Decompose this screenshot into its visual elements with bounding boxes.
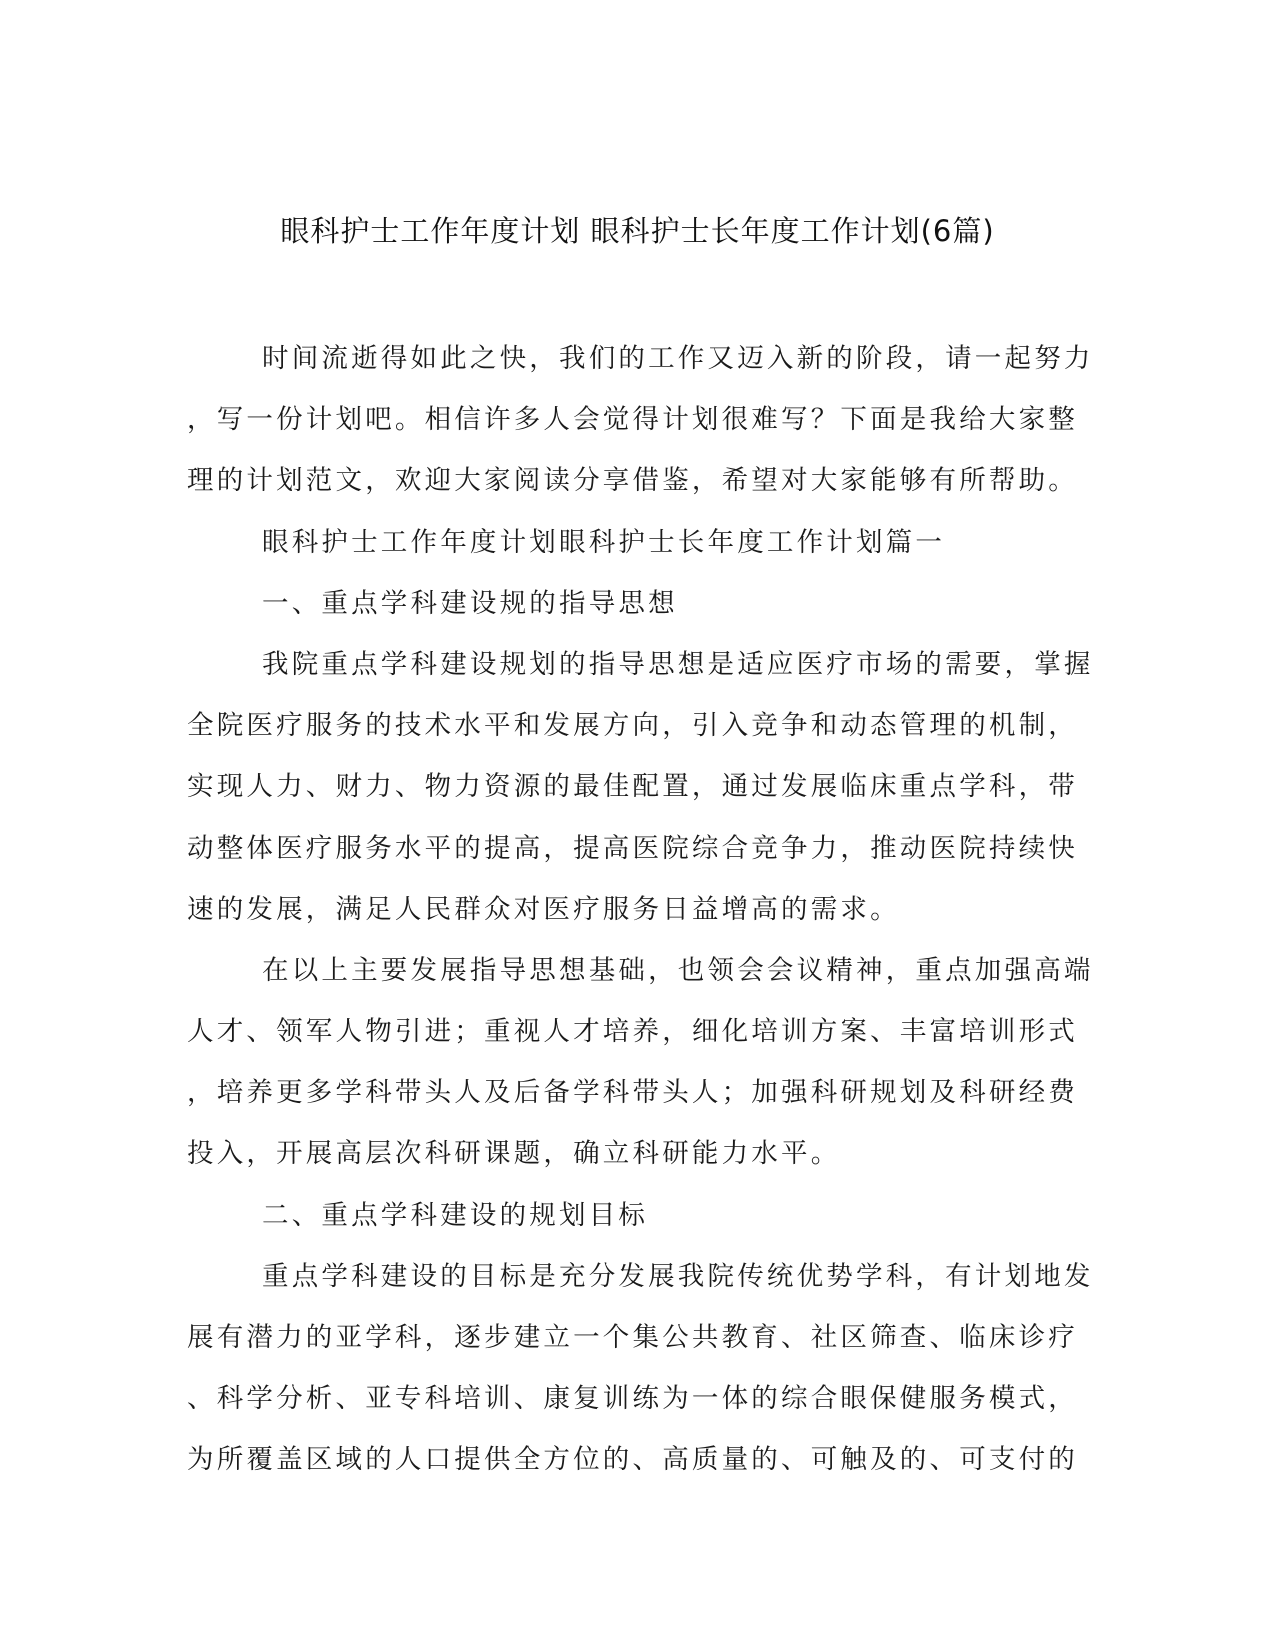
paragraph-line: 展有潜力的亚学科，逐步建立一个集公共教育、社区筛查、临床诊疗 <box>187 1322 1078 1353</box>
paragraph-line: 人才、领军人物引进；重视人才培养，细化培训方案、丰富培训形式 <box>187 1016 1078 1048</box>
paragraph-line: 重点学科建设的目标是充分发展我院传统优势学科，有计划地发 <box>262 1260 1094 1292</box>
paragraph-line: 为所覆盖区域的人口提供全方位的、高质量的、可触及的、可支付的 <box>187 1444 1078 1476</box>
paragraph-line: 动整体医疗服务水平的提高，提高医院综合竞争力，推动医院持续快 <box>187 832 1078 864</box>
paragraph-line: 时间流逝得如此之快，我们的工作又迈入新的阶段，请一起努力 <box>262 343 1094 374</box>
paragraph-line: 在以上主要发展指导思想基础，也领会会议精神，重点加强高端 <box>262 954 1094 986</box>
paragraph-line: 全院医疗服务的技术水平和发展方向，引入竞争和动态管理的机制， <box>187 710 1078 742</box>
paragraph-line: ，培养更多学科带头人及后备学科带头人；加强科研规划及科研经费 <box>187 1077 1078 1109</box>
section-heading: 一、重点学科建设规的指导思想 <box>262 587 678 619</box>
paragraph-line: 、科学分析、亚专科培训、康复训练为一体的综合眼保健服务模式， <box>187 1383 1078 1415</box>
paragraph-line: 速的发展，满足人民群众对医疗服务日益增高的需求。 <box>187 893 900 925</box>
document-body <box>187 328 1094 1491</box>
paragraph-line: 我院重点学科建设规划的指导思想是适应医疗市场的需要，掌握 <box>262 648 1094 680</box>
paragraph-line: 投入，开展高层次科研课题，确立科研能力水平。 <box>187 1138 841 1170</box>
paragraph-line: 理的计划范文，欢迎大家阅读分享借鉴，希望对大家能够有所帮助。 <box>187 465 1078 497</box>
document-title: 眼科护士工作年度计划 眼科护士长年度工作计划(6篇) <box>280 214 995 248</box>
section-heading: 眼科护士工作年度计划眼科护士长年度工作计划篇一 <box>262 526 946 558</box>
paragraph-line: 实现人力、财力、物力资源的最佳配置，通过发展临床重点学科，带 <box>187 771 1078 803</box>
section-heading: 二、重点学科建设的规划目标 <box>262 1199 649 1231</box>
paragraph-line: ，写一份计划吧。相信许多人会觉得计划很难写？下面是我给大家整 <box>187 404 1078 436</box>
